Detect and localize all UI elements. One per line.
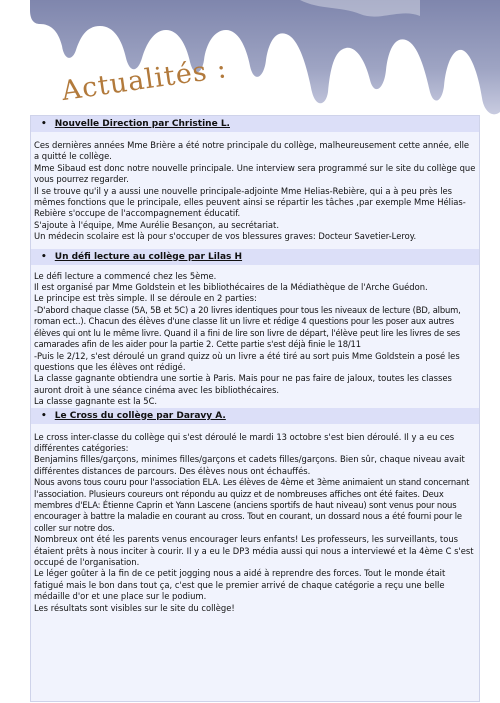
paragraph: Un médecin scolaire est là pour s'occuper de vos blessures graves: Docteur Savetier-Leroy. [34,231,417,242]
section-heading-text: Un défi lecture au collège par Lilas H [54,251,243,262]
section-heading-defi-lecture [31,249,479,265]
section-heading-cross [31,408,479,424]
paragraph: La classe gagnante est la 5C. [34,396,158,407]
paragraph: -Puis le 2/12, s'est déroulé un grand quizz où un livre a été tiré au sort puis Mme Goldstein a posé les questions que les élèves ont rédigé. [34,350,460,372]
paragraph: Il est organisé par Mme Goldstein et les bibliothécaires de la Médiathèque de l'Arche Guédon. [34,282,428,293]
paragraph: Le cross inter-classe du collège qui s'est déroulé le mardi 13 octobre s'est bien déroulé. Il y a eu ces différentes catégories: [34,431,455,453]
news-panel [30,115,480,702]
paragraph: Mme Sibaud est donc notre nouvelle principale. Une interview sera programmé sur le site du collège que vous pourrez regarder. [34,162,476,185]
paragraph: Le principe est très simple. Il se déroule en 2 parties: [34,293,257,304]
paragraph: Le défi lecture a commencé chez les 5ème. [34,270,217,281]
section-heading-text: Le Cross du collège par Daravy A. [54,410,226,421]
paragraph: Benjamins filles/garçons, minimes filles/garçons et cadets filles/garçons. Bien sûr, chaque niveau avait différentes distances de parcours. Des élèves nous ont échauffés. [34,454,465,476]
paragraph: Ces dernières années Mme Brière a été notre principale du collège, malheureusement cette année, elle a quitté le collège. [34,140,470,162]
paragraph: Nous avons tous couru pour l'association ELA. Les élèves de 4ème et 3ème animaient un stand concernant l'association. Plusieurs coureurs ont répondu au quizz et de nombreuses affiches ont été faites. Deux membres d'ELA: Étienne Caprin et Yann Lascene (anciens sportifs de haut niveau) sont venus pour nous encourager à battre la maladie en courant au cross. Tout en courant, un dossard nous a été fourni pour le coller sur notre dos. [34,477,470,533]
bullet-icon: • [41,119,47,129]
paragraph: Les résultats sont visibles sur le site du collège! [34,602,235,613]
bullet-icon: • [41,251,47,262]
paragraph: Nombreux ont été les parents venus encourager leurs enfants! Les professeurs, les surveillants, tous étaient prêts à nous inciter à courir. Il y a eu le DP3 média aussi qui nous a interviewé et la 4ème C s'est occupé de l'organisation. [34,534,474,567]
page-title: Actualités : [59,53,229,107]
paragraph: -D'abord chaque classe (5A, 5B et 5C) a 20 livres identiques pour tous les niveaux de lecture (BD, album, roman ect..). Chacun des élèves d'une classe lit un livre et rédige 4 questions pour les poser aux autres élèves qui ont lu le même livre. Quand il a fini de lire son livre de départ, l'élève peut lire les livres de ses camarades afin de les aider pour la partie 2. Cette partie s'est déjà finie le 18/11 [34,304,461,350]
paragraph: S'ajoute à l'équipe, Mme Aurélie Besançon, au secrétariat. [34,219,280,230]
bullet-icon: • [41,410,47,421]
paragraph: La classe gagnante obtiendra une sortie à Paris. Mais pour ne pas faire de jaloux, toutes les classes auront droit à une séance cinéma avec les bibliothécaires. [34,373,452,395]
section-heading-direction [31,116,479,132]
paragraph: Il se trouve qu'il y a aussi une nouvelle principale-adjointe Mme Helias-Rebière, qui a à peu près les mêmes fonctions que le principale, elles peuvent ainsi se répartir les tâches ,par exemple Mme Hélias-Rebière s'occupe de l'accompagnement éducatif. [34,185,466,219]
paragraph: Le léger goûter à la fin de ce petit jogging nous a aidé à reprendre des forces. Tout le monde était fatigué mais le bon dans tout ça, c'est que le premier arrivé de chaque catégorie a reçu une belle médaille d'or et une place sur le podium. [34,568,446,602]
section-heading-text: Nouvelle Direction par Christine L. [54,119,230,129]
